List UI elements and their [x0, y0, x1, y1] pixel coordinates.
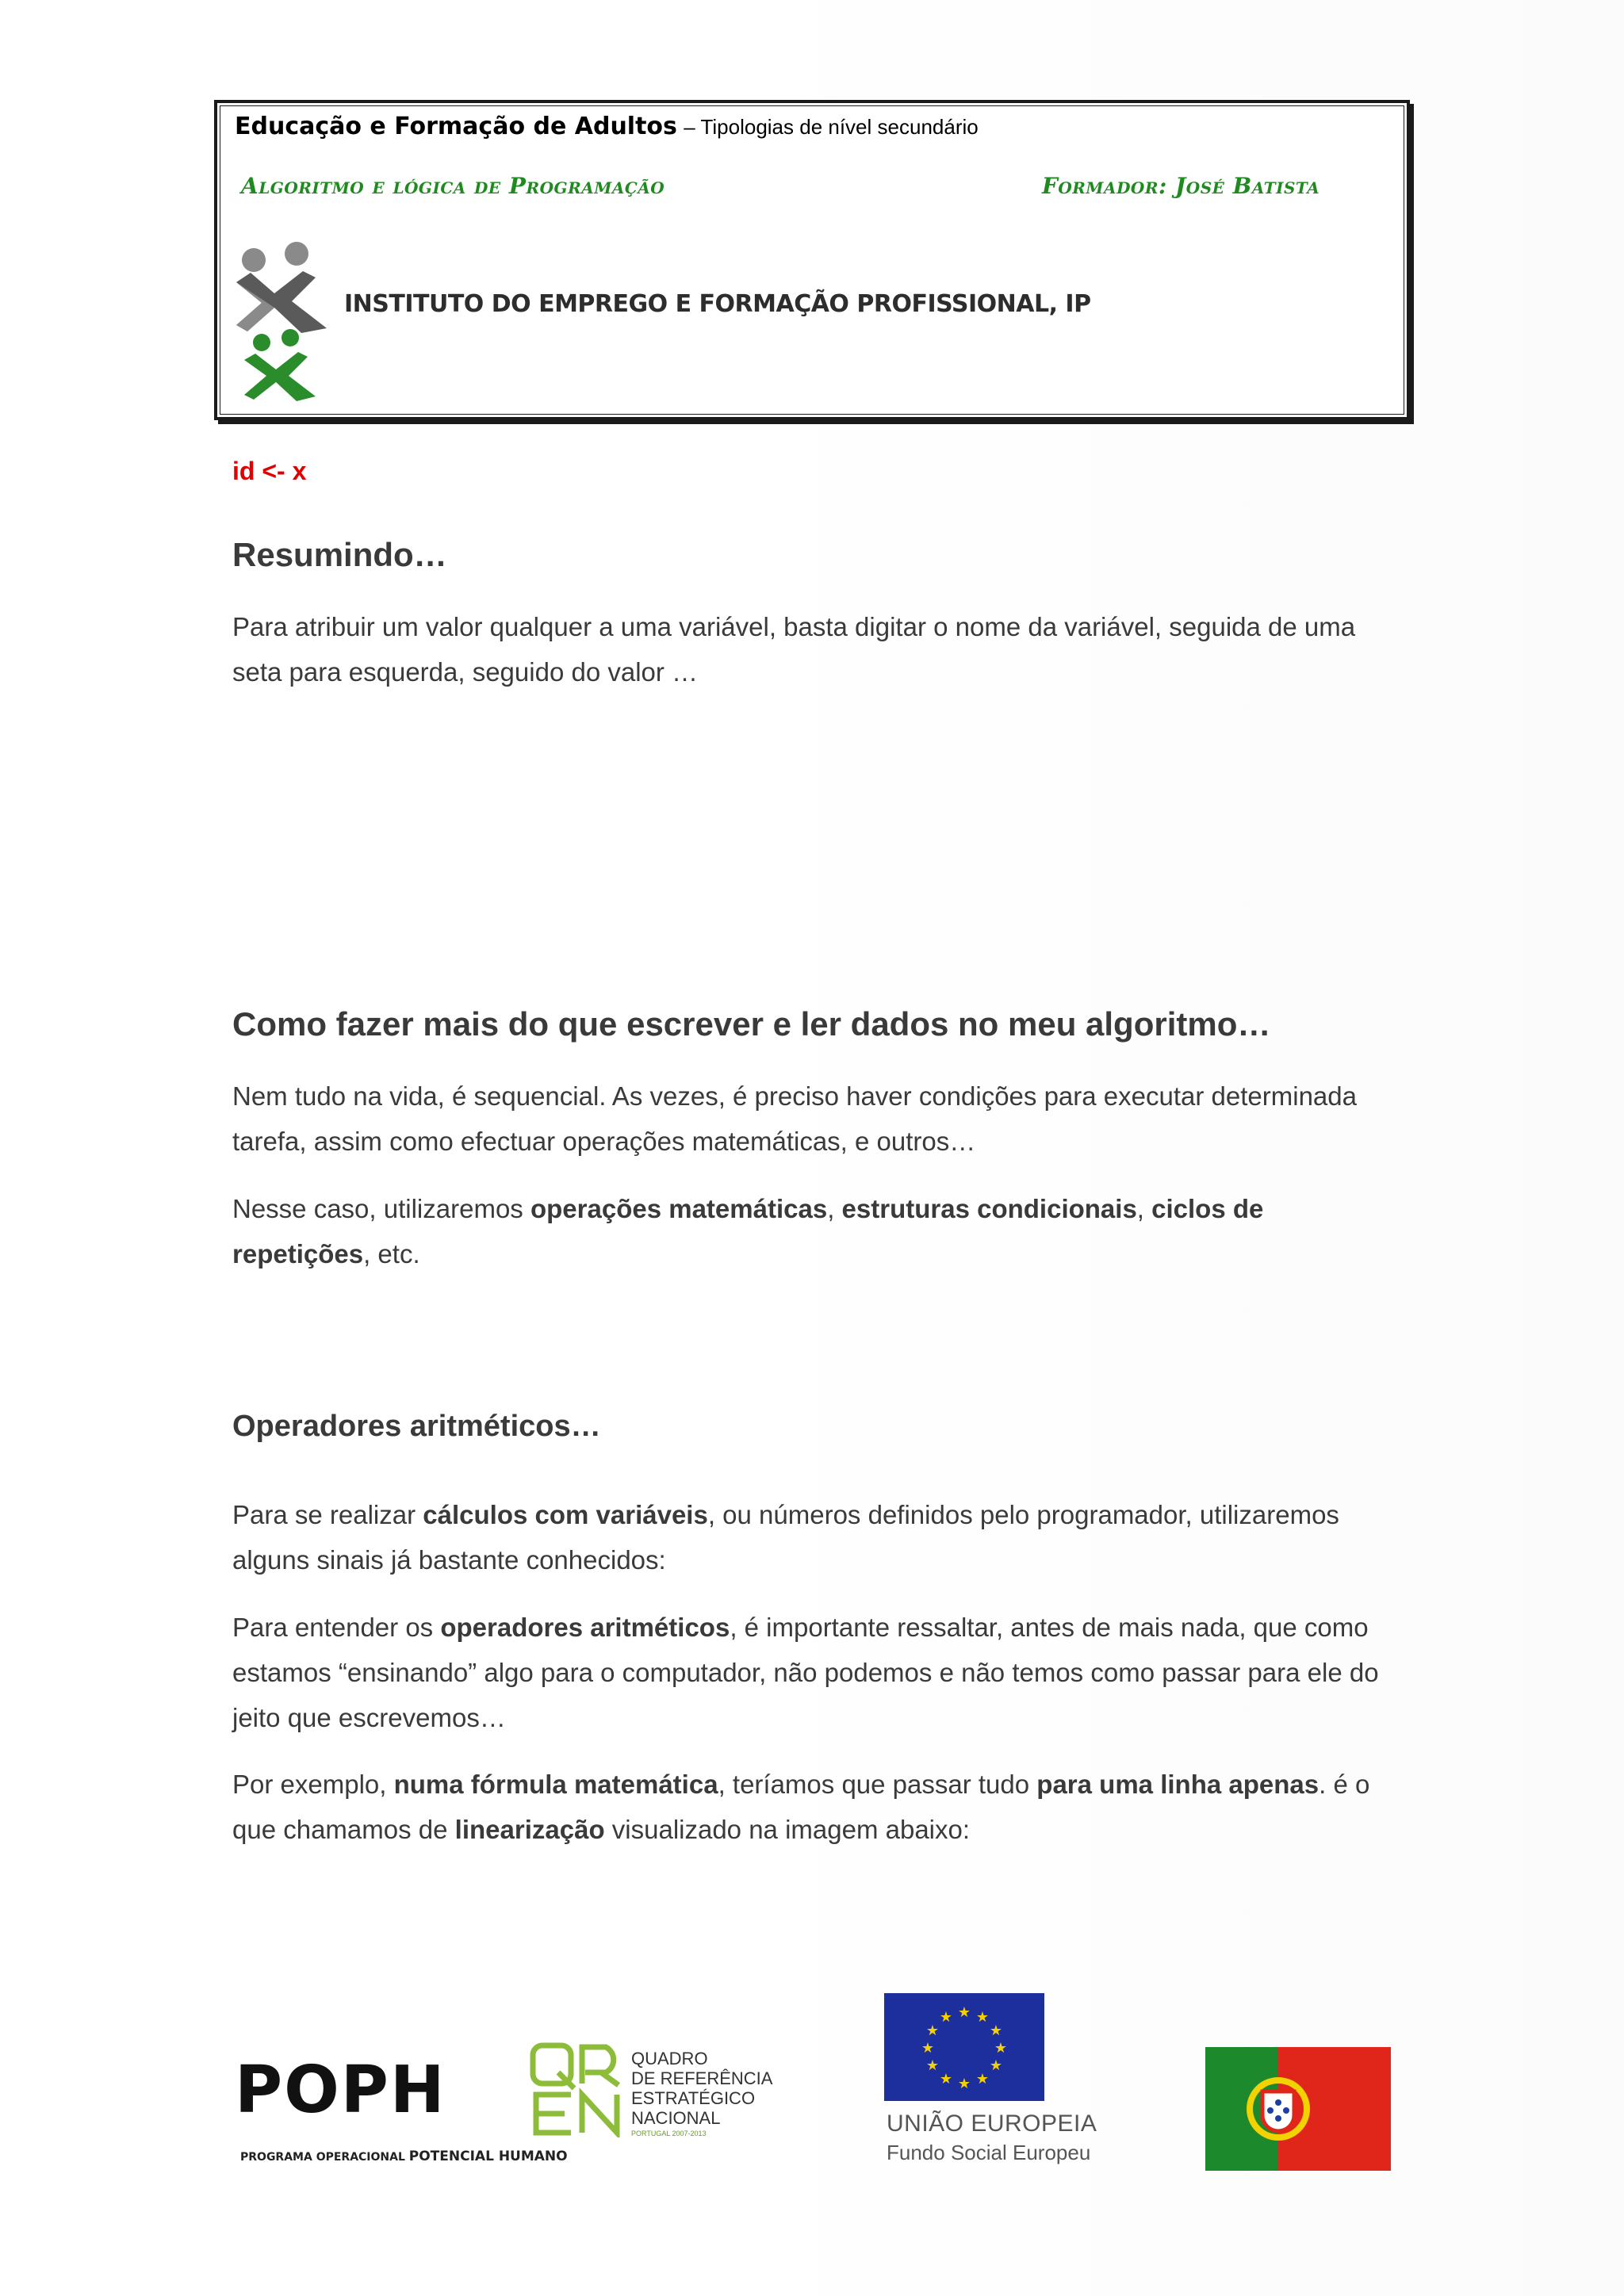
- svg-text:★: ★: [957, 2004, 971, 2021]
- program-subtitle: – Tipologias de nível secundário: [684, 115, 979, 139]
- svg-text:★: ★: [957, 2076, 971, 2092]
- qren-logo-icon: [530, 2042, 625, 2137]
- paragraph-exemplo: Por exemplo, numa fórmula matemática, teríamos que passar tudo para uma linha apenas. é o que chamamos de linearização visualizado na imagem abaixo:: [232, 1770, 1370, 1844]
- svg-text:★: ★: [925, 2022, 940, 2039]
- trainer-name: Formador: José Batista: [1042, 173, 1320, 199]
- svg-text:POPH: POPH: [235, 2053, 446, 2128]
- footer-logos: [0, 1982, 1624, 2188]
- svg-text:★: ★: [989, 2057, 1003, 2074]
- paragraph-entender: Para entender os operadores aritméticos, é importante ressaltar, antes de mais nada, que como estamos “ensinando” algo para o computador, não podemos e não temos como passar para ele do jeito que escrevemos…: [232, 1613, 1379, 1732]
- paragraph-calculos: Para se realizar cálculos com variáveis, ou números definidos pelo programador, utilizaremos alguns sinais já bastante conhecidos:: [232, 1500, 1339, 1575]
- svg-text:★: ★: [939, 2009, 953, 2026]
- course-name: Algoritmo e lógica de Programação: [241, 173, 665, 199]
- iefp-logo-icon: [230, 236, 333, 411]
- paragraph-resumindo: Para atribuir um valor qualquer a uma variável, basta digitar o nome da variável, seguida de uma seta para esquerda, seguido do valor …: [232, 612, 1356, 687]
- svg-text:★: ★: [975, 2009, 990, 2026]
- paragraph-nesse-caso: Nesse caso, utilizaremos operações matemáticas, estruturas condicionais, ciclos de repetições, etc.: [232, 1194, 1264, 1269]
- svg-text:★: ★: [989, 2022, 1003, 2039]
- institute-name: INSTITUTO DO EMPREGO E FORMAÇÃO PROFISSIONAL, IP: [344, 290, 1091, 318]
- poph-tagline: PROGRAMA OPERACIONAL POTENCIAL HUMANO: [240, 2149, 568, 2164]
- document-header: [214, 100, 1410, 420]
- eu-fund: Fundo Social Europeu: [887, 2141, 1091, 2164]
- eu-flag-icon: [884, 1993, 1044, 2101]
- program-title: Educação e Formação de Adultos: [235, 113, 677, 140]
- portugal-flag-icon: [1205, 2047, 1391, 2171]
- svg-text:★: ★: [921, 2040, 935, 2057]
- heading-operadores: Operadores aritméticos…: [232, 1410, 601, 1443]
- eu-name: UNIÃO EUROPEIA: [887, 2110, 1097, 2137]
- heading-resumindo: Resumindo…: [232, 536, 447, 573]
- qren-label: QUADRO DE REFERÊNCIA ESTRATÉGICO NACIONAL: [631, 2049, 773, 2128]
- paragraph-sequencial: Nem tudo na vida, é sequencial. As vezes, é preciso haver condições para executar determinada tarefa, assim como efectuar operações matemáticas, e outros…: [232, 1081, 1357, 1156]
- heading-como-fazer: Como fazer mais do que escrever e ler dados no meu algoritmo…: [232, 1005, 1271, 1043]
- svg-text:★: ★: [939, 2071, 953, 2087]
- poph-logo-icon: [235, 2020, 504, 2147]
- svg-text:★: ★: [925, 2057, 940, 2074]
- svg-text:★: ★: [994, 2040, 1008, 2057]
- program-title-line: [235, 113, 979, 140]
- code-line: id <- x: [232, 457, 307, 485]
- qren-sublabel: PORTUGAL 2007-2013: [631, 2130, 707, 2137]
- svg-text:★: ★: [975, 2071, 990, 2087]
